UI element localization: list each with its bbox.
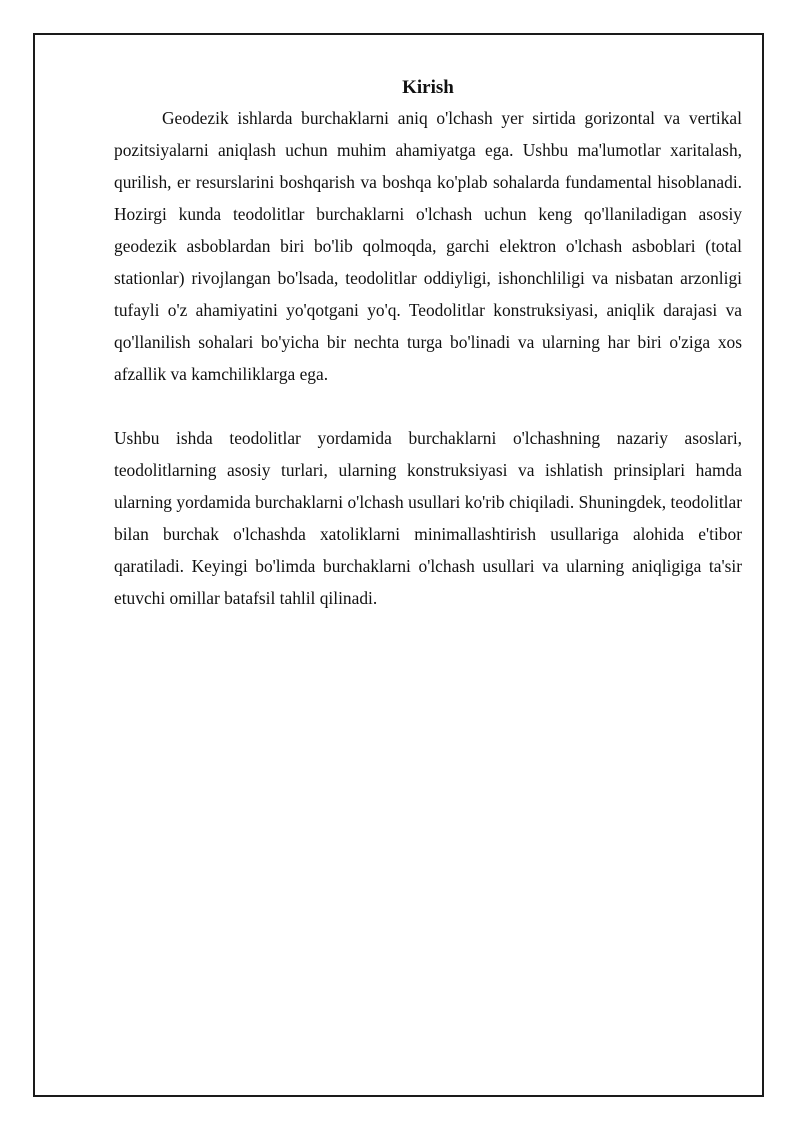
document-body	[114, 76, 742, 614]
paragraph-2: Ushbu ishda teodolitlar yordamida burchaklarni o'lchashning nazariy asoslari, teodolitlarning asosiy turlari, ularning konstruksiyasi va ishlatish prinsiplari hamda ularning yordamida burchaklarni o'lchash usullari ko'rib chiqiladi. Shuningdek, teodolitlar bilan burchak o'lchashda xatoliklarni minimallashtirish usullariga alohida e'tibor qaratiladi. Keyingi bo'limda burchaklarni o'lchash usullari va ularning aniqligiga ta'sir etuvchi omillar batafsil tahlil qilinadi.	[114, 428, 742, 608]
paragraph-1: Geodezik ishlarda burchaklarni aniq o'lchash yer sirtida gorizontal va vertikal pozitsiyalarni aniqlash uchun muhim ahamiyatga ega. Ushbu ma'lumotlar xaritalash, qurilish, er resurslarini boshqarish va boshqa ko'plab sohalarda fundamental hisoblanadi. Hozirgi kunda teodolitlar burchaklarni o'lchash uchun keng qo'llaniladigan asosiy geodezik asboblardan biri bo'lib qolmoqda, garchi elektron o'lchash asboblari (total stationlar) rivojlangan bo'lsada, teodolitlar oddiyligi, ishonchliligi va nisbatan arzonligi tufayli o'z ahamiyatini yo'qotgani yo'q. Teodolitlar konstruksiyasi, aniqlik darajasi va qo'llanilish sohalari bo'yicha bir nechta turga bo'linadi va ularning har biri o'ziga xos afzallik va kamchiliklarga ega.	[114, 108, 742, 384]
paragraph-gap	[114, 390, 742, 422]
document-title: Kirish	[402, 77, 454, 98]
